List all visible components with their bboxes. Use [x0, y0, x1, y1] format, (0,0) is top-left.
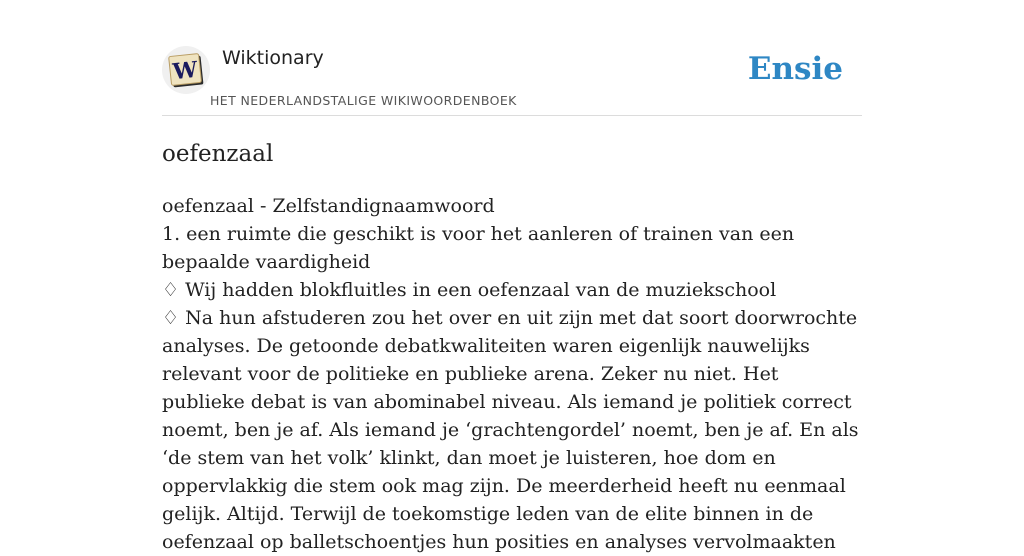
wiktionary-w-tile-icon — [162, 46, 210, 94]
example-sentence — [162, 276, 862, 304]
example-text: Na hun afstuderen zou het over en uit zijn met dat soort doorwrochte analyses. De getoonde debatkwaliteiten waren eigenlijk nauwelijks relevant voor de politieke en publieke arena. Zeker nu niet. Het publieke debat is van abominabel niveau. Als iemand je politiek correct noemt, ben je af. Als iemand je ‘grachtengordel’ noemt, ben je af. En als ‘de stem van het volk’ klinkt, dan moet je luisteren, hoe dom en oppervlakkig die stem ook mag zijn. De meerderheid heeft nu eenmaal gelijk. Altijd. Terwijl de toekomstige leden van de elite binnen in de oefenzaal op balletschoentjes hun posities en analyses vervolmaakten — [162, 307, 859, 553]
example-marker-icon: ♢ — [162, 307, 180, 329]
wiktionary-logo-icon[interactable] — [162, 46, 210, 94]
site-header — [162, 0, 862, 116]
page-title: oefenzaal — [162, 141, 274, 167]
example-sentence — [162, 304, 862, 556]
entry-heading: oefenzaal - Zelfstandignaamwoord — [162, 195, 495, 217]
svg-text:W: W — [171, 56, 199, 86]
example-text: Wij hadden blokfluitles in een oefenzaal van de muziekschool — [185, 279, 777, 301]
site-name[interactable]: Wiktionary — [222, 47, 324, 69]
definition: 1. een ruimte die geschikt is voor het aanleren of trainen van een bepaalde vaardigheid — [162, 223, 795, 273]
ensie-brand-link[interactable]: Ensie — [747, 51, 843, 87]
site-tagline: HET NEDERLANDSTALIGE WIKIWOORDENBOEK — [210, 93, 517, 108]
dictionary-entry — [162, 192, 862, 556]
example-marker-icon: ♢ — [162, 279, 180, 301]
page — [162, 0, 862, 553]
